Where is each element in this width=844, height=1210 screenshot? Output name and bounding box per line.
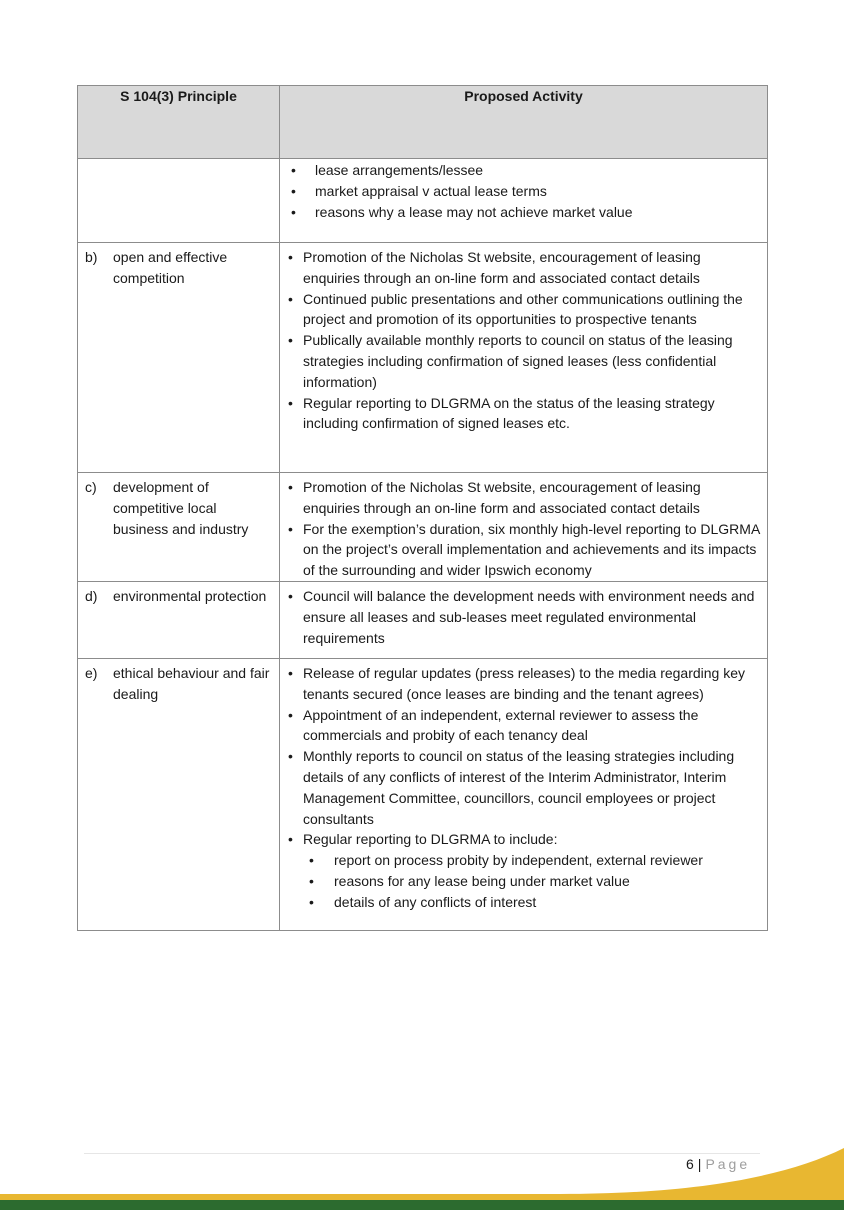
page-number-value: 6 <box>686 1156 694 1172</box>
footer-gold-swoosh <box>0 1140 844 1202</box>
activity-cell <box>280 658 768 930</box>
principle-label: e) <box>85 664 98 681</box>
principle-label: b) <box>85 249 98 265</box>
list-item: • Regular reporting to DLGRMA to include: <box>287 829 761 850</box>
list-item: • Monthly reports to council on status of the leasing strategies including details of any conflicts of interest of the Interim Administrator, Interim Management Committee, councillors, council employees or project consultants <box>287 746 761 829</box>
principle-text: open and effective competition <box>113 249 228 286</box>
principle-text: development of competitive local business and industry <box>113 479 249 537</box>
principle-cell <box>78 243 280 473</box>
principle-label: c) <box>85 479 97 495</box>
principle-cell <box>78 581 280 658</box>
table-row <box>78 243 768 473</box>
list-item: • Regular reporting to DLGRMA on the status of the leasing strategy including confirmation of signed leases etc. <box>287 393 761 435</box>
table-row-continued <box>78 159 768 243</box>
table-row <box>78 473 768 582</box>
table-header-row <box>78 86 768 159</box>
list-item: • For the exemption’s duration, six monthly high-level reporting to DLGRMA on the project’s overall implementation and achievements and its impacts of the surrounding and wider Ipswich economy <box>287 519 761 581</box>
activity-cell <box>280 473 768 582</box>
principle-text: environmental protection <box>113 587 267 604</box>
sub-list-item: • reasons for any lease being under market value <box>280 871 767 892</box>
table-row <box>78 581 768 658</box>
list-item: • Publically available monthly reports to council on status of the leasing strategies including confirmation of signed leases (less confidential information) <box>287 330 761 392</box>
activity-cell <box>280 159 768 243</box>
footer-green-band <box>0 1200 844 1210</box>
principle-text: ethical behaviour and fair dealing <box>113 664 270 702</box>
table-row <box>78 658 768 930</box>
principle-label: d) <box>85 587 98 604</box>
list-item: • Promotion of the Nicholas St website, encouragement of leasing enquiries through an on-line form and associated contact details <box>287 247 761 289</box>
list-item: • reasons why a lease may not achieve market value <box>280 202 767 223</box>
sub-list-item: • details of any conflicts of interest <box>280 892 767 913</box>
list-item: • Council will balance the development needs with environment needs and ensure all leases and sub-leases meet regulated environmental requirements <box>287 586 761 648</box>
page-label: Page <box>705 1156 751 1172</box>
activity-table <box>77 85 768 931</box>
sub-list-item: • report on process probity by independent, external reviewer <box>280 850 767 871</box>
principle-cell-empty <box>78 159 280 243</box>
list-item: • market appraisal v actual lease terms <box>280 181 767 202</box>
list-item: • lease arrangements/lessee <box>280 160 767 181</box>
page-separator: | <box>697 1156 702 1172</box>
activity-cell <box>280 243 768 473</box>
list-item: • Release of regular updates (press releases) to the media regarding key tenants secured (once leases are binding and the tenant agrees) <box>287 663 761 705</box>
principle-cell <box>78 473 280 582</box>
list-item: • Promotion of the Nicholas St website, encouragement of leasing enquiries through an on-line form and associated contact details <box>287 477 761 519</box>
header-principle: S 104(3) Principle <box>78 86 280 159</box>
list-item: • Continued public presentations and other communications outlining the project and promotion of its opportunities to prospective tenants <box>287 289 761 331</box>
activity-cell <box>280 581 768 658</box>
header-proposed-activity: Proposed Activity <box>280 86 768 159</box>
list-item: • Appointment of an independent, external reviewer to assess the commercials and probity of each tenancy deal <box>287 705 761 747</box>
principle-cell <box>78 658 280 930</box>
